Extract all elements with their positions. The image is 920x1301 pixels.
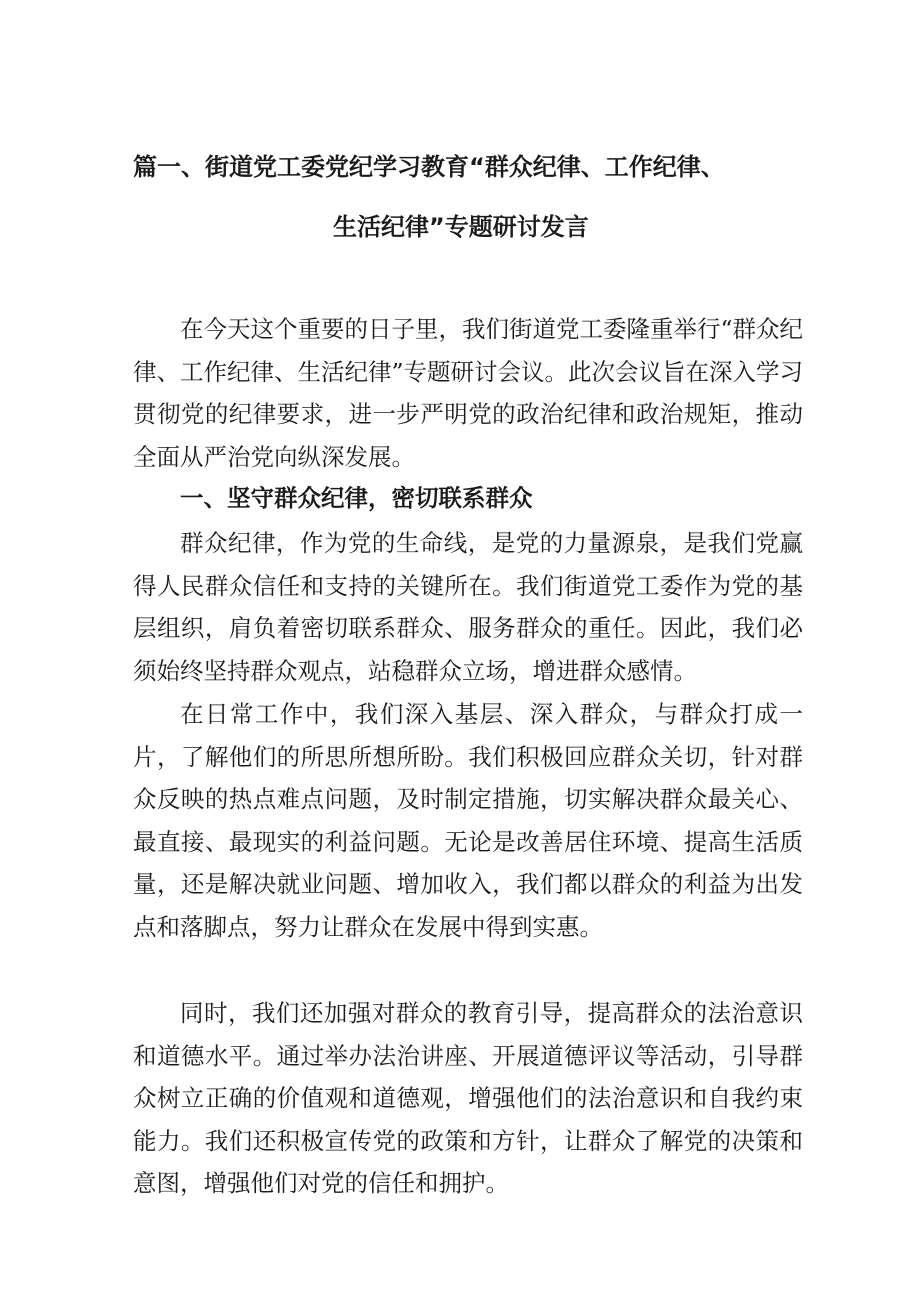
- document-title-line-1: 篇一、街道党工委党纪学习教育“群众纪律、工作纪律、: [133, 153, 725, 181]
- paragraph: 群众纪律，作为党的生命线，是党的力量源泉，是我们党赢得人民群众信任和支持的关键所在。我们街道党工委作为党的基层组织，肩负着密切联系群众、服务群众的重任。因此，我们必须始终坚持群众观点，站稳群众立场，增进群众感情。: [133, 529, 803, 685]
- paragraph: 同时，我们还加强对群众的教育引导，提高群众的法治意识和道德水平。通过举办法治讲座、开展道德评议等活动，引导群众树立正确的价值观和道德观，增强他们的法治意识和自我约束能力。我们还积极宣传党的政策和方针，让群众了解党的决策和意图，增强他们对党的信任和拥护。: [133, 999, 803, 1197]
- paragraph-intro: 在今天这个重要的日子里，我们街道党工委隆重举行“群众纪律、工作纪律、生活纪律”专题研讨会议。此次会议旨在深入学习贯彻党的纪律要求，进一步严明党的政治纪律和政治规矩，推动全面从严治党向纵深发展。: [133, 315, 804, 471]
- paragraph: 在日常工作中，我们深入基层、深入群众，与群众打成一片，了解他们的所思所想所盼。我们积极回应群众关切，针对群众反映的热点难点问题，及时制定措施，切实解决群众最关心、最直接、最现实的利益问题。无论是改善居住环境、提高生活质量，还是解决就业问题、增加收入，我们都以群众的利益为出发点和落脚点，努力让群众在发展中得到实惠。: [133, 700, 803, 941]
- document-title-line-2: 生活纪律”专题研讨发言: [333, 213, 589, 241]
- section-heading: 一、坚守群众纪律，密切联系群众: [180, 484, 533, 512]
